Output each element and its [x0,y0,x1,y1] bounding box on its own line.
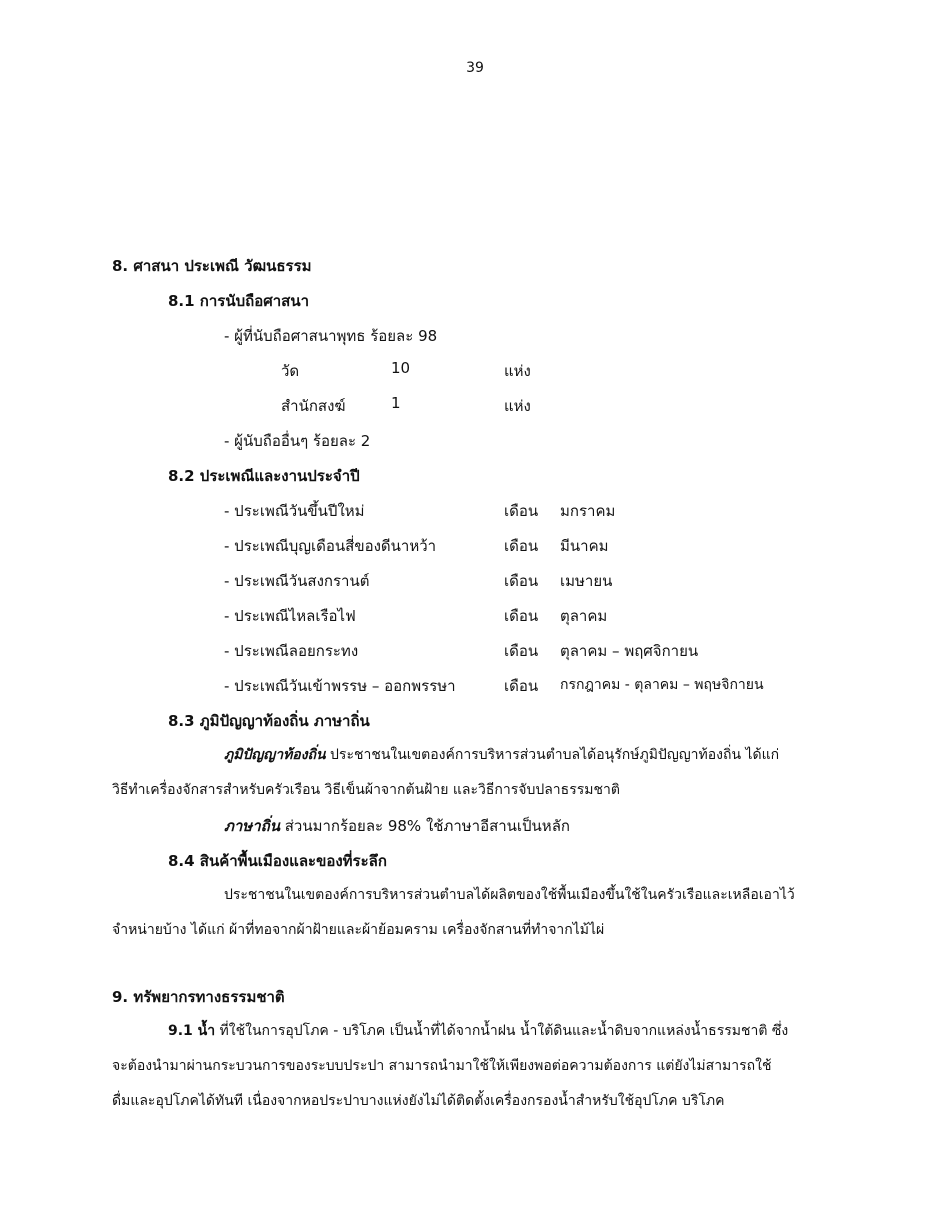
tradition-name: - ประเพณีบุญเดือนสี่ของดีนาหว้า [224,537,437,555]
tradition-month: ตุลาคม – พฤศจิกายน [560,642,699,660]
wisdom-text: ประชาชนในเขตองค์การบริหารส่วนตำบลได้อนุรักษ์ภูมิปัญญาท้องถิ่น ได้แก่ [325,747,780,763]
water-paragraph-line-2: จะต้องนำมาผ่านกระบวนการของระบบประปา สามารถนำมาใช้ให้เพียงพอต่อความต้องการ แต่ยังไม่สามารถใช้ [112,1058,772,1074]
wisdom-paragraph-line-2: วิธีทำเครื่องจักสารสำหรับครัวเรือน วิธีเข็นผ้าจากต้นฝ้าย และวิธีการจับปลาธรรมชาติ [112,782,620,798]
section-8-1-heading: 8.1 การนับถือศาสนา [168,292,309,310]
wisdom-paragraph-line-1 [224,744,779,766]
tradition-name: - ประเพณีวันเข้าพรรษ – ออกพรรษา [224,677,456,695]
water-paragraph-line-3: ดื่มและอุปโภคได้ทันที เนื่องจากหอประปาบางแห่งยังไม่ได้ติดตั้งเครื่องกรองน้ำสำหรับใช้อุปโภค บริโภค [112,1093,725,1109]
tradition-month-label: เดือน [504,537,539,555]
tradition-month-label: เดือน [504,502,539,520]
temple-unit: แห่ง [504,362,531,380]
other-religion-line: - ผู้นับถืออื่นๆ ร้อยละ 2 [224,432,371,450]
wisdom-label: ภูมิปัญญาท้องถิ่น [224,747,326,763]
dialect-text: ส่วนมากร้อยละ 98% ใช้ภาษาอีสานเป็นหลัก [279,817,570,835]
water-label: 9.1 น้ำ [168,1023,216,1039]
monastery-unit: แห่ง [504,397,531,415]
products-paragraph-line-2: จำหน่ายบ้าง ได้แก่ ผ้าที่ทอจากผ้าฝ้ายและผ้าย้อมคราม เครื่องจักสานที่ทำจากไม้ไผ่ [112,922,605,938]
tradition-month: ตุลาคม [560,607,608,625]
tradition-name: - ประเพณีวันขึ้นปีใหม่ [224,502,365,520]
dialect-paragraph [224,814,570,838]
temple-count: 10 [391,359,411,377]
tradition-month: มกราคม [560,502,616,520]
tradition-month: มีนาคม [560,537,609,555]
tradition-name: - ประเพณีไหลเรือไฟ [224,607,356,625]
section-8-heading: 8. ศาสนา ประเพณี วัฒนธรรม [112,257,312,275]
tradition-month-label: เดือน [504,572,539,590]
page-number: 39 [466,60,484,76]
dialect-label: ภาษาถิ่น [224,817,280,835]
products-paragraph-line-1: ประชาชนในเขตองค์การบริหารส่วนตำบลได้ผลิตของใช้พื้นเมืองขึ้นใช้ในครัวเรือและเหลือเอาไว้ [224,887,795,903]
tradition-month: เมษายน [560,572,613,590]
tradition-month-label: เดือน [504,677,539,695]
temple-name: วัด [281,362,300,380]
tradition-month: กรกฎาคม - ตุลาคม – พฤษจิกายน [560,677,764,693]
section-8-4-heading: 8.4 สินค้าพื้นเมืองและของที่ระลึก [168,852,387,870]
tradition-month-label: เดือน [504,607,539,625]
section-9-heading: 9. ทรัพยากรทางธรรมชาติ [112,988,285,1006]
water-paragraph-line-1 [168,1020,788,1042]
section-8-3-heading: 8.3 ภูมิปัญญาท้องถิ่น ภาษาถิ่น [168,712,370,730]
tradition-name: - ประเพณีลอยกระทง [224,642,359,660]
monastery-name: สำนักสงฆ์ [281,397,346,415]
tradition-month-label: เดือน [504,642,539,660]
section-8-2-heading: 8.2 ประเพณีและงานประจำปี [168,467,360,485]
monastery-count: 1 [391,394,401,412]
water-text: ที่ใช้ในการอุปโภค - บริโภค เป็นน้ำที่ได้จากน้ำฝน น้ำใต้ดินและน้ำดิบจากแหล่งน้ำธรรมชาติ ซึ่ง [215,1023,789,1039]
tradition-name: - ประเพณีวันสงกรานต์ [224,572,370,590]
buddhist-line: - ผู้ที่นับถือศาสนาพุทธ ร้อยละ 98 [224,327,438,345]
